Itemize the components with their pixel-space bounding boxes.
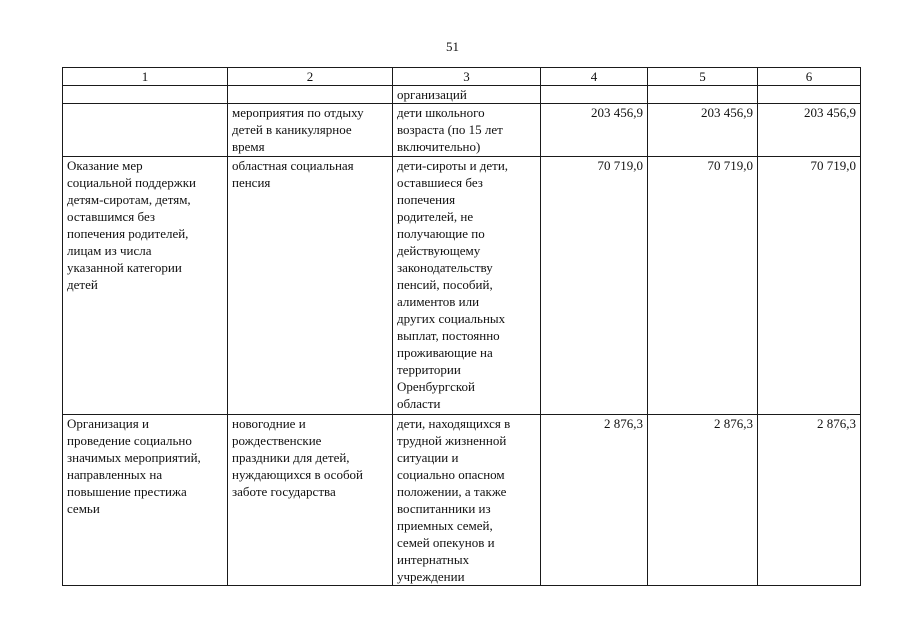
cell-amount-4: 2 876,3 <box>541 415 648 586</box>
table-header-row <box>63 68 861 86</box>
cell-measure: Организация и проведение социально значимых мероприятий, направленных на повышение престижа семьи <box>63 415 228 586</box>
cell-recipients: организаций <box>393 86 541 104</box>
column-header: 5 <box>648 68 758 86</box>
cell-recipients: дети-сироты и дети, оставшиеся без попечения родителей, не получающие по действующему законодательству пенсий, пособий, алиментов или других социальных выплат, постоянно проживающие на территории Оренбургской области <box>393 157 541 415</box>
cell-measure: Оказание мер социальной поддержки детям-сиротам, детям, оставшимся без попечения родителей, лицам из числа указанной категории детей <box>63 157 228 415</box>
cell-event: областная социальная пенсия <box>228 157 393 415</box>
table-row <box>63 86 861 104</box>
cell-amount-6: 203 456,9 <box>758 104 861 157</box>
cell-amount-6: 2 876,3 <box>758 415 861 586</box>
table-row <box>63 157 861 415</box>
page-number: 51 <box>446 39 459 54</box>
column-header: 4 <box>541 68 648 86</box>
cell-amount-4: 203 456,9 <box>541 104 648 157</box>
cell-amount-5: 70 719,0 <box>648 157 758 415</box>
table-row <box>63 415 861 586</box>
cell-amount-5: 2 876,3 <box>648 415 758 586</box>
cell-amount-4 <box>541 86 648 104</box>
cell-event: мероприятия по отдыху детей в каникулярное время <box>228 104 393 157</box>
column-header: 3 <box>393 68 541 86</box>
cell-amount-6: 70 719,0 <box>758 157 861 415</box>
cell-amount-5 <box>648 86 758 104</box>
column-header: 6 <box>758 68 861 86</box>
cell-amount-4: 70 719,0 <box>541 157 648 415</box>
cell-measure <box>63 86 228 104</box>
column-header: 1 <box>63 68 228 86</box>
data-table <box>62 67 861 586</box>
cell-measure <box>63 104 228 157</box>
column-header: 2 <box>228 68 393 86</box>
table-row <box>63 104 861 157</box>
cell-recipients: дети школьного возраста (по 15 лет включительно) <box>393 104 541 157</box>
cell-amount-6 <box>758 86 861 104</box>
cell-amount-5: 203 456,9 <box>648 104 758 157</box>
cell-recipients: дети, находящихся в трудной жизненной ситуации и социально опасном положении, а также воспитанники из приемных семей, семей опекунов и интернатных учреждении <box>393 415 541 586</box>
cell-event: новогодние и рождественские праздники для детей, нуждающихся в особой заботе государства <box>228 415 393 586</box>
cell-event <box>228 86 393 104</box>
